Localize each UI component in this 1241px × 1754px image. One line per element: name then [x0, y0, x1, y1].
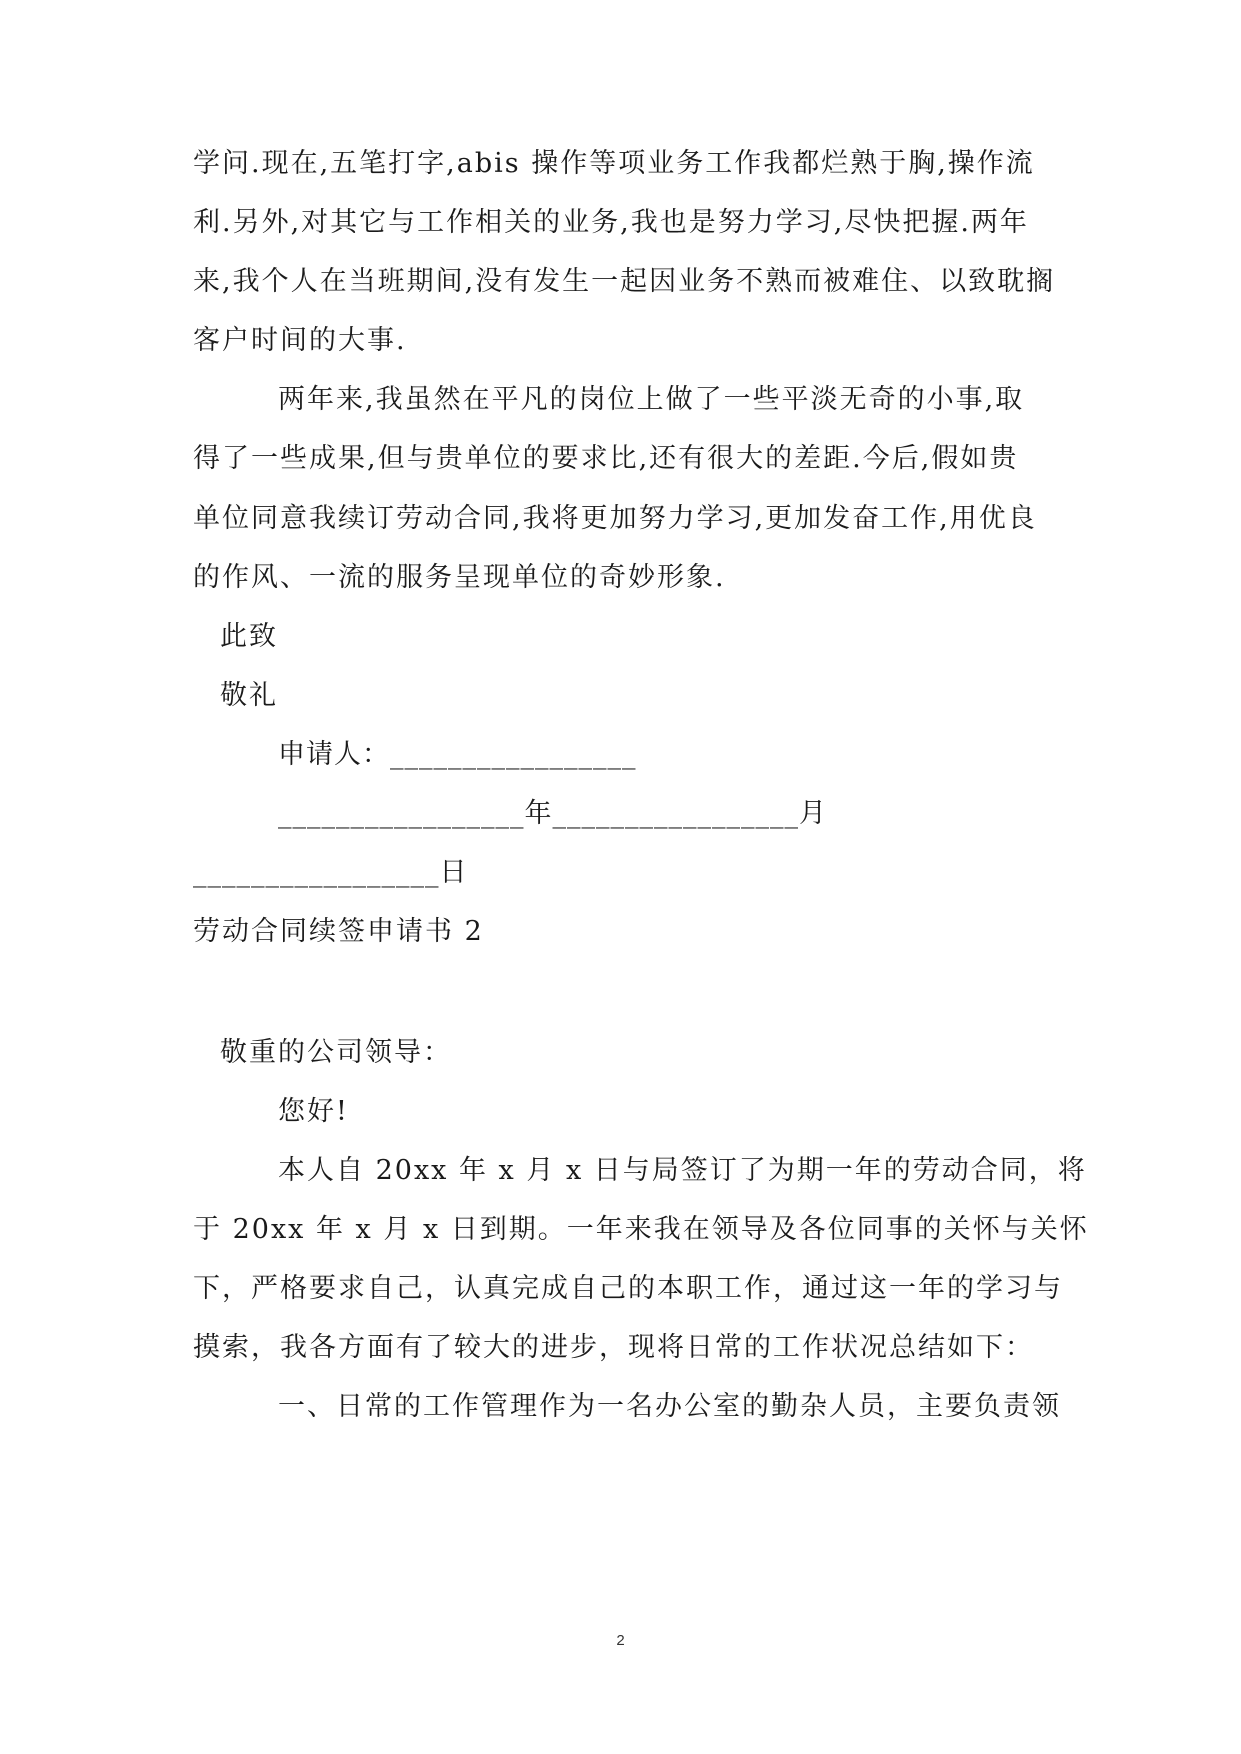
- greeting: 您好!: [278, 1096, 349, 1127]
- section-title: 劳动合同续签申请书 2: [193, 916, 484, 947]
- salutation: 敬重的公司领导：: [220, 1037, 452, 1068]
- body-line-2: 利.另外,对其它与工作相关的业务,我也是努力学习,尽快把握.两年: [193, 207, 1029, 238]
- body-line-4: 客户时间的大事.: [193, 325, 407, 356]
- page-number: 2: [616, 1632, 625, 1649]
- applicant-signature-line: 申请人：_________________: [278, 739, 637, 770]
- body-line-12: 摸索，我各方面有了较大的进步，现将日常的工作状况总结如下：: [193, 1332, 1034, 1363]
- body-line-6: 得了一些成果,但与贵单位的要求比,还有很大的差距.今后,假如贵: [193, 443, 1019, 474]
- date-year-month-line: _________________年_________________月: [278, 798, 827, 829]
- closing-cizhi: 此致: [220, 621, 278, 652]
- body-line-13: 一、日常的工作管理作为一名办公室的勤杂人员，主要负责领: [278, 1391, 1061, 1422]
- body-line-10: 于 20xx 年 x 月 x 日到期。一年来我在领导及各位同事的关怀与关怀: [193, 1214, 1089, 1245]
- body-line-9: 本人自 20xx 年 x 月 x 日与局签订了为期一年的劳动合同，将: [278, 1155, 1087, 1186]
- body-line-3: 来,我个人在当班期间,没有发生一起因业务不熟而被难住、以致耽搁: [193, 266, 1056, 297]
- body-line-8: 的作风、一流的服务呈现单位的奇妙形象.: [193, 562, 726, 593]
- date-day-line: _________________日: [193, 857, 468, 888]
- closing-jingli: 敬礼: [220, 680, 278, 711]
- body-line-1: 学问.现在,五笔打字,abis 操作等项业务工作我都烂熟于胸,操作流: [193, 148, 1035, 179]
- body-line-5: 两年来,我虽然在平凡的岗位上做了一些平淡无奇的小事,取: [278, 384, 1025, 415]
- body-line-11: 下，严格要求自己，认真完成自己的本职工作，通过这一年的学习与: [193, 1273, 1063, 1304]
- body-line-7: 单位同意我续订劳动合同,我将更加努力学习,更加发奋工作,用优良: [193, 503, 1037, 534]
